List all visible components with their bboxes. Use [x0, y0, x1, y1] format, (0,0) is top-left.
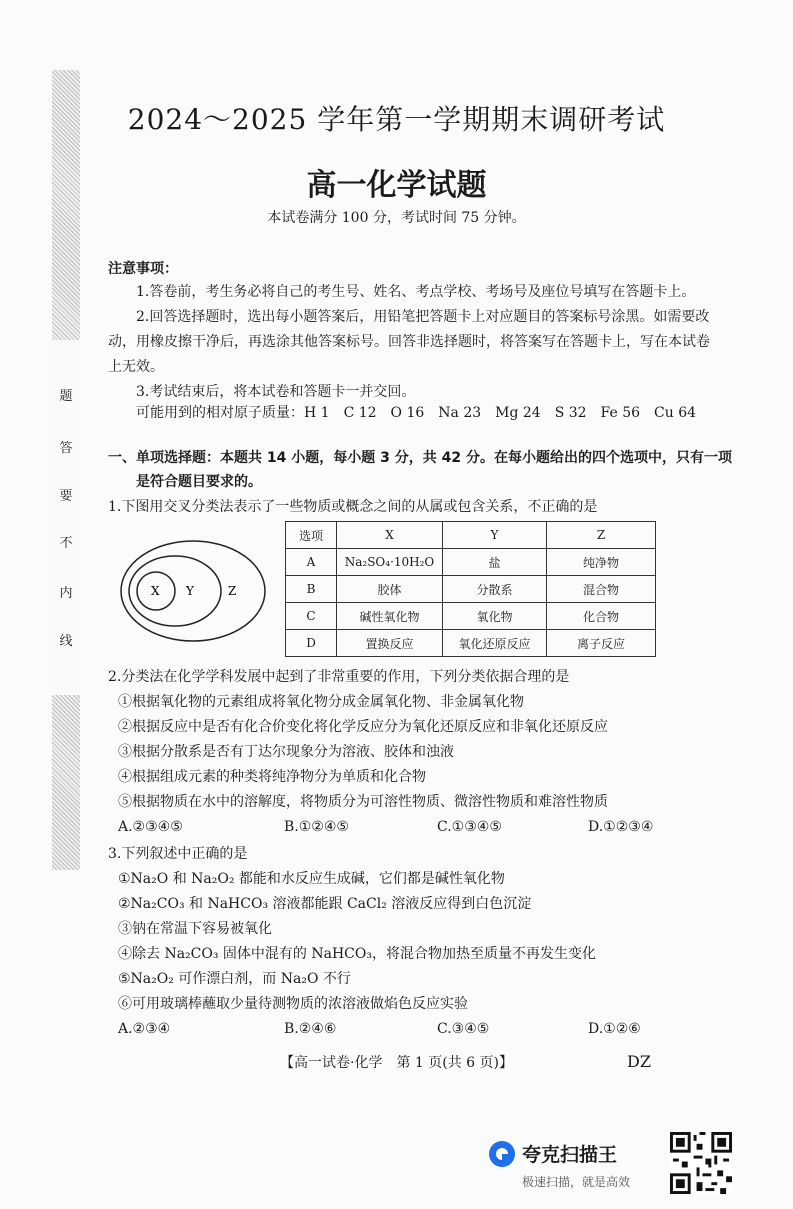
- section-heading-cont: 是符合题目要求的。: [136, 474, 262, 490]
- table-cell: 氧化物: [443, 603, 547, 630]
- table-header: 选项: [286, 522, 337, 549]
- qr-code-icon: [670, 1132, 732, 1194]
- page-footer: 【高一试卷·化学 第 1 页(共 6 页)】: [280, 1055, 513, 1071]
- scanner-logo-icon: [488, 1140, 516, 1168]
- margin-char: 不: [59, 536, 73, 551]
- statement-item: ①Na₂O 和 Na₂O₂ 都能和水反应生成碱，它们都是碱性氧化物: [118, 871, 505, 887]
- table-cell: 混合物: [547, 576, 656, 603]
- table-cell: 碱性氧化物: [337, 603, 443, 630]
- statement-item: ①根据氧化物的元素组成将氧化物分成金属氧化物、非金属氧化物: [118, 694, 524, 710]
- question-3-stem: 3.下列叙述中正确的是: [108, 846, 248, 862]
- margin-char: 线: [59, 634, 73, 649]
- table-header-row: [286, 522, 656, 549]
- statement-item: ⑥可用玻璃棒蘸取少量待测物质的浓溶液做焰色反应实验: [118, 996, 468, 1012]
- section-heading: 一、单项选择题：本题共 14 小题，每小题 3 分，共 42 分。在每小题给出的四个选项中，只有一项: [108, 450, 732, 466]
- table-cell: 盐: [443, 549, 547, 576]
- table-cell: A: [286, 549, 337, 576]
- statement-item: ④除去 Na₂CO₃ 固体中混有的 NaHCO₃，将混合物加热至质量不再发生变化: [118, 946, 596, 962]
- atomic-mass-line: 可能用到的相对原子质量：H 1 C 12 O 16 Na 23 Mg 24 S 32 Fe 56 Cu 64: [136, 405, 697, 421]
- exam-title: 2024～2025 学年第一学期期末调研考试: [127, 103, 666, 136]
- scanner-slogan: 极速扫描，就是高效: [522, 1175, 631, 1189]
- exam-subtitle: 高一化学试题: [306, 168, 487, 203]
- table-cell: D: [286, 630, 337, 657]
- table-cell: 离子反应: [547, 630, 656, 657]
- table-cell: 胶体: [337, 576, 443, 603]
- label-y: Y: [186, 584, 194, 598]
- statement-item: ⑤Na₂O₂ 可作漂白剂，而 Na₂O 不行: [118, 971, 351, 987]
- margin-char: 答: [59, 441, 73, 456]
- notice-heading: 注意事项：: [108, 261, 178, 277]
- table-row: [286, 603, 656, 630]
- footer-code: DZ: [627, 1052, 651, 1071]
- table-row: [286, 576, 656, 603]
- question-1-stem: 1.下图用交叉分类法表示了一些物质或概念之间的从属或包含关系，不正确的是: [108, 499, 598, 515]
- question-2-stem: 2.分类法在化学学科发展中起到了非常重要的作用，下列分类依据合理的是: [108, 669, 570, 685]
- venn-diagram: [118, 535, 268, 645]
- table-cell: Na₂SO₄·10H₂O: [337, 549, 443, 576]
- table-header: Z: [547, 522, 656, 549]
- table-cell: 化合物: [547, 603, 656, 630]
- choice-c: C.③④⑤: [437, 1021, 490, 1037]
- statement-item: ④根据组成元素的种类将纯净物分为单质和化合物: [118, 769, 426, 785]
- choice-a: A.②③④: [118, 1021, 171, 1037]
- notice-item: 3.考试结束后，将本试卷和答题卡一并交回。: [136, 384, 416, 400]
- statement-item: ⑤根据物质在水中的溶解度，将物质分为可溶性物质、微溶性物质和难溶性物质: [118, 794, 608, 810]
- choice-d: D.①②⑥: [588, 1021, 641, 1037]
- label-x: X: [151, 584, 160, 598]
- statement-item: ③根据分散系是否有丁达尔现象分为溶液、胶体和浊液: [118, 744, 454, 760]
- label-z: Z: [228, 584, 237, 598]
- margin-char: 要: [59, 489, 73, 504]
- table-cell: 置换反应: [337, 630, 443, 657]
- choice-b: B.②④⑥: [284, 1021, 337, 1037]
- statement-item: ③钠在常温下容易被氧化: [118, 921, 272, 937]
- choice-c: C.①③④⑤: [437, 819, 502, 835]
- choice-a: A.②③④⑤: [118, 819, 183, 835]
- notice-item: 1.答卷前，考生务必将自己的考生号、姓名、考点学校、考场号及座位号填写在答题卡上。: [136, 284, 696, 300]
- margin-char: 内: [59, 586, 73, 601]
- score-time-note: 本试卷满分 100 分，考试时间 75 分钟。: [267, 210, 526, 226]
- choice-d: D.①②③④: [588, 819, 654, 835]
- scanner-brand: 夸克扫描王: [522, 1144, 618, 1166]
- table-row: [286, 630, 656, 657]
- statement-item: ②根据反应中是否有化合价变化将化学反应分为氧化还原反应和非氧化还原反应: [118, 719, 608, 735]
- table-cell: 分散系: [443, 576, 547, 603]
- table-cell: 氧化还原反应: [443, 630, 547, 657]
- table-header: X: [337, 522, 443, 549]
- options-table: [285, 521, 656, 657]
- table-row: [286, 549, 656, 576]
- notice-item: 2.回答选择题时，选出每小题答案后，用铅笔把答题卡上对应题目的答案标号涂黑。如需要改动，用橡皮擦干净后，再选涂其他答案标号。回答非选择题时，将答案写在答题卡上，写在本试卷上无效。: [108, 309, 710, 375]
- table-cell: 纯净物: [547, 549, 656, 576]
- statement-item: ②Na₂CO₃ 和 NaHCO₃ 溶液都能跟 CaCl₂ 溶液反应得到白色沉淀: [118, 896, 532, 912]
- table-header: Y: [443, 522, 547, 549]
- margin-char: 题: [59, 389, 73, 404]
- table-cell: B: [286, 576, 337, 603]
- choice-b: B.①②④⑤: [284, 819, 349, 835]
- table-cell: C: [286, 603, 337, 630]
